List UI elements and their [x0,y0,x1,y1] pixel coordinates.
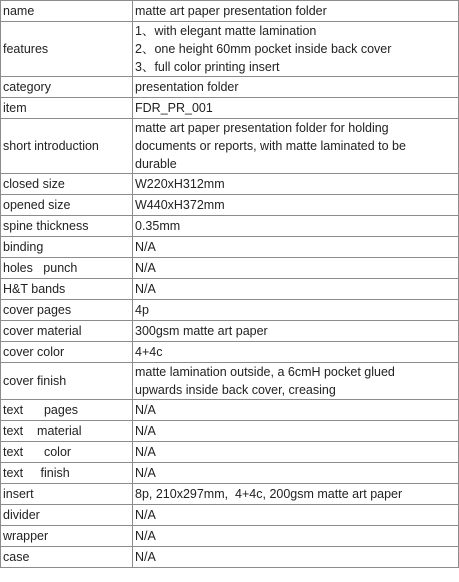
table-row [1,342,459,363]
table-row [1,119,459,174]
spec-value [133,300,459,321]
table-row [1,22,459,77]
table-row [1,463,459,484]
spec-value-line: 300gsm matte art paper [135,324,268,338]
spec-label: opened size [1,195,133,216]
spec-label: divider [1,505,133,526]
spec-value [133,216,459,237]
spec-value-line: N/A [135,403,156,417]
spec-label: closed size [1,174,133,195]
spec-label: item [1,98,133,119]
spec-value-line: W220xH312mm [135,177,225,191]
spec-value [133,195,459,216]
spec-label: text finish [1,463,133,484]
spec-value [133,505,459,526]
spec-value-line: N/A [135,282,156,296]
spec-value [133,279,459,300]
spec-label: wrapper [1,526,133,547]
table-row [1,547,459,568]
spec-value-line: 2、one height 60mm pocket inside back cover [135,42,392,56]
table-row [1,321,459,342]
spec-value-line: N/A [135,445,156,459]
spec-value-line: N/A [135,529,156,543]
spec-value [133,342,459,363]
spec-value-line: presentation folder [135,80,239,94]
spec-value-line: 1、with elegant matte lamination [135,24,317,38]
table-row [1,258,459,279]
spec-value-line: 8p, 210x297mm, 4+4c, 200gsm matte art paper [135,487,403,501]
spec-label: binding [1,237,133,258]
table-row [1,526,459,547]
spec-value-line: N/A [135,261,156,275]
spec-value [133,442,459,463]
spec-label: short introduction [1,119,133,174]
table-row [1,195,459,216]
table-row [1,484,459,505]
spec-value [133,1,459,22]
spec-value-line: matte art paper presentation folder for holding [135,121,389,135]
spec-value-line: durable [135,157,177,171]
spec-value [133,77,459,98]
table-row [1,300,459,321]
spec-value-line: 3、full color printing insert [135,60,280,74]
spec-value-line: N/A [135,550,156,564]
spec-value [133,321,459,342]
spec-value-line: 0.35mm [135,219,181,233]
spec-value [133,119,459,174]
spec-table-body [1,1,459,568]
table-row [1,279,459,300]
table-row [1,77,459,98]
spec-label: text color [1,442,133,463]
spec-value-line: 4p [135,303,149,317]
spec-label: name [1,1,133,22]
spec-value-line: 4+4c [135,345,163,359]
spec-value [133,400,459,421]
spec-value [133,547,459,568]
table-row [1,237,459,258]
spec-value [133,174,459,195]
spec-label: category [1,77,133,98]
spec-value [133,526,459,547]
spec-value-line: matte art paper presentation folder [135,4,327,18]
table-row [1,174,459,195]
spec-value-line: FDR_PR_001 [135,101,213,115]
spec-label: insert [1,484,133,505]
spec-value-line: N/A [135,424,156,438]
table-row [1,400,459,421]
spec-label: cover material [1,321,133,342]
spec-label: spine thickness [1,216,133,237]
spec-value [133,421,459,442]
spec-value-line: W440xH372mm [135,198,225,212]
spec-value [133,363,459,400]
table-row [1,363,459,400]
spec-label: cover pages [1,300,133,321]
spec-label: text pages [1,400,133,421]
spec-value [133,484,459,505]
spec-value [133,258,459,279]
spec-value [133,237,459,258]
spec-value [133,22,459,77]
spec-value-line: N/A [135,466,156,480]
spec-value [133,98,459,119]
spec-label: features [1,22,133,77]
table-row [1,505,459,526]
spec-value-line: upwards inside back cover, creasing [135,383,336,397]
spec-value-line: N/A [135,508,156,522]
spec-value-line: documents or reports, with matte laminated to be [135,139,406,153]
spec-label: text material [1,421,133,442]
spec-label: cover color [1,342,133,363]
table-row [1,1,459,22]
spec-label: case [1,547,133,568]
table-row [1,216,459,237]
spec-value-line: matte lamination outside, a 6cmH pocket glued [135,365,395,379]
spec-value-line: N/A [135,240,156,254]
table-row [1,421,459,442]
table-row [1,442,459,463]
table-row [1,98,459,119]
spec-label: holes punch [1,258,133,279]
spec-label: cover finish [1,363,133,400]
spec-value [133,463,459,484]
spec-label: H&T bands [1,279,133,300]
